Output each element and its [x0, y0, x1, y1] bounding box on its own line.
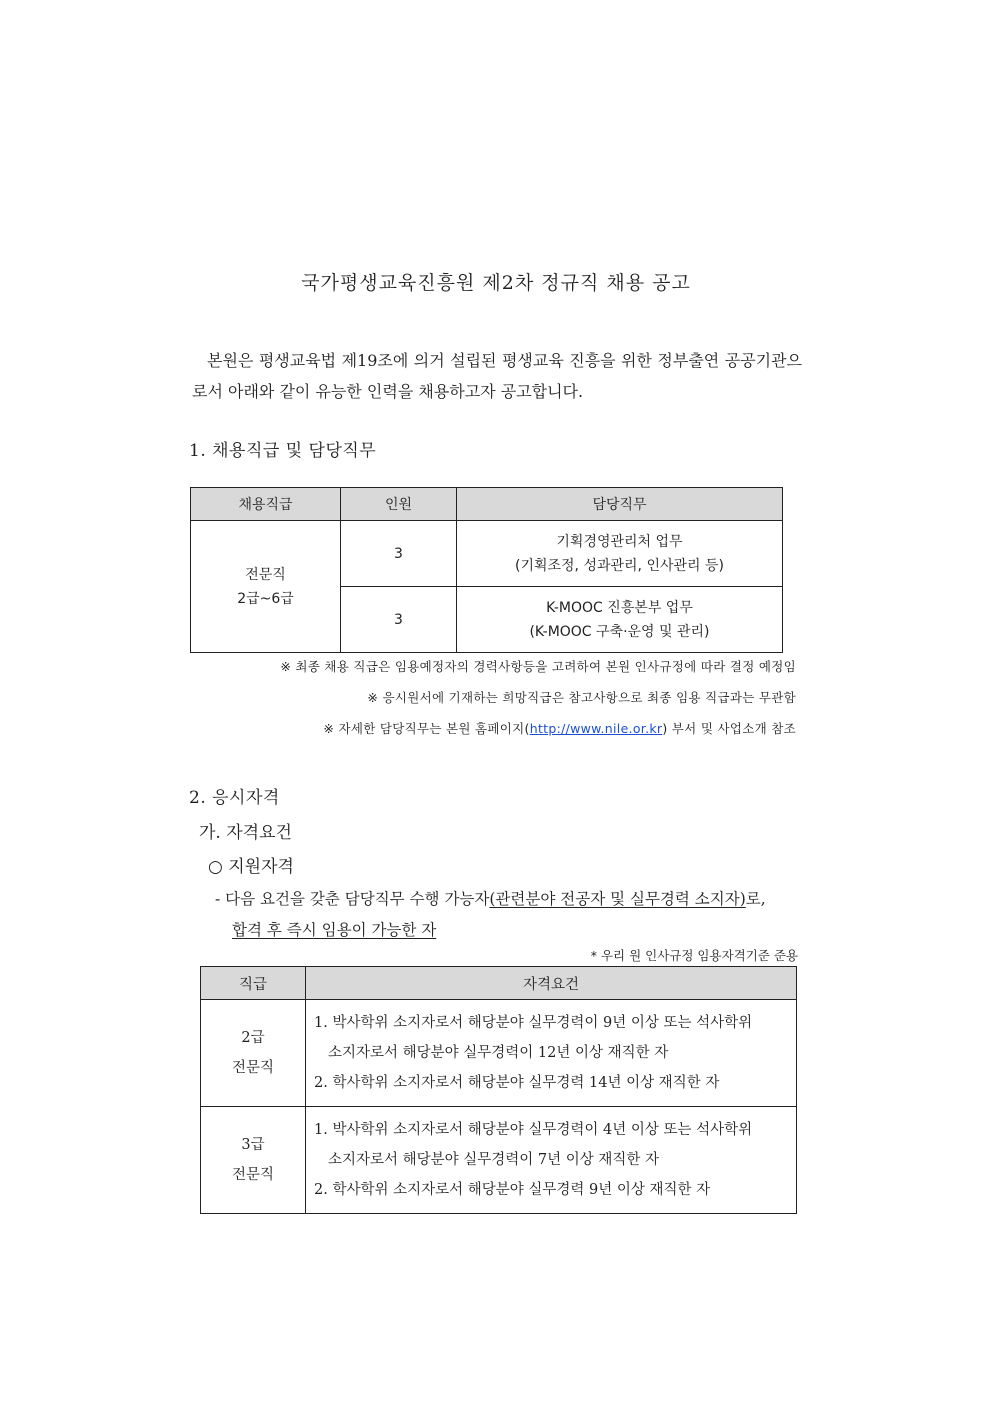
header-level: 직급 [201, 967, 306, 1000]
homepage-link[interactable]: http://www.nile.or.kr [529, 721, 663, 736]
requirement-item: 2. 학사학위 소지자로서 해당분야 실무경력 9년 이상 재직한 자 [314, 1182, 711, 1198]
qualification-table-header [201, 967, 797, 1000]
requirement-item: 2. 학사학위 소지자로서 해당분야 실무경력 14년 이상 재직한 자 [314, 1075, 720, 1091]
header-duty: 담당직무 [457, 488, 783, 521]
duty-name: K-MOOC 진흥본부 업무 [546, 599, 693, 616]
duty-detail: (K-MOOC 구축·운영 및 관리) [529, 623, 710, 640]
intro-paragraph: 본원은 평생교육법 제19조에 의거 설립된 평생교육 진흥을 위한 정부출연 공공기관으로서 아래와 같이 유능한 인력을 채용하고자 공고합니다. [192, 351, 802, 401]
section2-subheading: 가. 자격요건 [199, 823, 292, 843]
requirements-cell [306, 1000, 797, 1107]
duty-cell [457, 521, 783, 587]
note-desired-grade: ※ 응시원서에 기재하는 희망직급은 참고사항으로 최종 임용 직급과는 무관함 [367, 690, 796, 705]
requirement-line2 [215, 915, 805, 946]
section1-heading: 1. 채용직급 및 담당직무 [189, 441, 377, 461]
grade-range: 2급~6급 [237, 590, 294, 607]
position-table-header [191, 488, 783, 521]
count-cell: 3 [341, 587, 457, 653]
header-count: 인원 [341, 488, 457, 521]
duty-cell [457, 587, 783, 653]
note-homepage [323, 719, 796, 737]
grade-cell [201, 1107, 306, 1214]
header-requirements: 자격요건 [306, 967, 797, 1000]
requirement-prefix: - 다음 요건을 갖춘 담당직무 수행 가능자 [215, 890, 490, 908]
requirement-line1 [215, 884, 805, 915]
qualification-table [200, 966, 797, 1214]
eligibility-item: ○ 지원자격 [208, 857, 294, 877]
note-final-grade: ※ 최종 채용 직급은 임용예정자의 경력사항등을 고려하여 본원 인사규정에 따라 결정 예정임 [280, 659, 796, 674]
requirement-underlined: (관련분야 전공자 및 실무경력 소지자) [489, 890, 746, 908]
standard-note: * 우리 원 인사규정 임용자격기준 준용 [590, 948, 798, 963]
note-homepage-suffix: ) 부서 및 사업소개 참조 [662, 721, 796, 736]
requirement-item: 1. 박사학위 소지자로서 해당분야 실무경력이 9년 이상 또는 석사학위 [314, 1015, 753, 1031]
section2-heading: 2. 응시자격 [189, 788, 280, 808]
table-row [191, 521, 783, 587]
requirement-suffix: 로, [745, 890, 766, 908]
requirement-text [215, 884, 805, 946]
count-cell: 3 [341, 521, 457, 587]
requirement-line2-text: 합격 후 즉시 임용이 가능한 자 [232, 921, 437, 939]
header-grade: 채용직급 [191, 488, 341, 521]
grade-cell [201, 1000, 306, 1107]
requirements-cell [306, 1107, 797, 1214]
grade-type: 전문직 [245, 566, 286, 583]
grade-type: 전문직 [231, 1167, 275, 1183]
page-title: 국가평생교육진흥원 제2차 정규직 채용 공고 [301, 272, 691, 294]
grade-cell [191, 521, 341, 653]
table-row [201, 1000, 797, 1107]
duty-name: 기획경영관리처 업무 [556, 533, 683, 550]
requirement-item-cont: 소지자로서 해당분야 실무경력이 12년 이상 재직한 자 [328, 1045, 669, 1061]
note-homepage-prefix: ※ 자세한 담당직무는 본원 홈페이지( [323, 721, 530, 736]
table-row [201, 1107, 797, 1214]
grade-level: 3급 [241, 1137, 265, 1153]
requirement-item-cont: 소지자로서 해당분야 실무경력이 7년 이상 재직한 자 [328, 1152, 660, 1168]
grade-level: 2급 [241, 1030, 265, 1046]
position-table [190, 487, 783, 653]
duty-detail: (기획조정, 성과관리, 인사관리 등) [515, 557, 724, 574]
grade-type: 전문직 [231, 1060, 275, 1076]
requirement-item: 1. 박사학위 소지자로서 해당분야 실무경력이 4년 이상 또는 석사학위 [314, 1122, 753, 1138]
